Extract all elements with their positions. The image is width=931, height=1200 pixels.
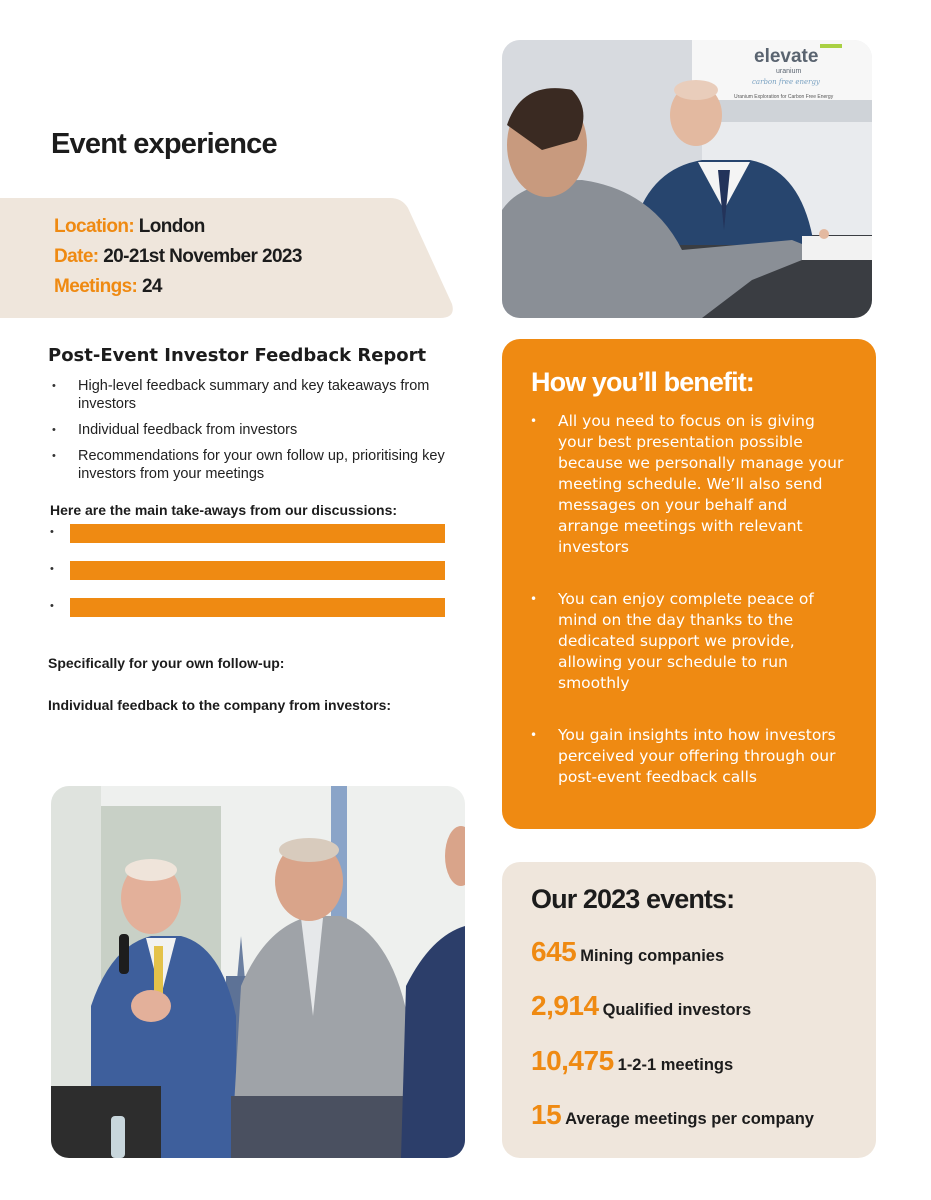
location-label: Location: bbox=[54, 216, 135, 237]
meetings-label: Meetings: bbox=[54, 276, 138, 297]
bullet: • bbox=[50, 563, 54, 575]
date-value: 20-21st November 2023 bbox=[103, 246, 302, 267]
meeting-photo bbox=[502, 40, 872, 318]
sign-script: carbon free energy bbox=[752, 78, 820, 86]
benefits-title: How you’ll benefit: bbox=[531, 367, 754, 397]
followup-heading: Specifically for your own follow-up: bbox=[48, 655, 285, 671]
page-title: Event experience bbox=[51, 128, 277, 160]
panel-photo bbox=[51, 786, 465, 1158]
stat-label: Mining companies bbox=[580, 947, 725, 965]
panel-photo-illustration bbox=[51, 786, 465, 1158]
stat-number: 10,475 bbox=[531, 1045, 614, 1076]
takeaway-item bbox=[50, 524, 450, 544]
takeaway-placeholder-bar bbox=[70, 598, 445, 617]
stat-number: 2,914 bbox=[531, 990, 599, 1021]
bullet: • bbox=[50, 526, 54, 538]
location-line bbox=[54, 212, 302, 242]
meetings-value: 24 bbox=[141, 276, 162, 297]
benefits-card bbox=[502, 339, 876, 829]
takeaway-item bbox=[50, 561, 450, 581]
list-item: • Individual feedback from investors bbox=[52, 421, 452, 439]
stat-number: 15 bbox=[531, 1099, 562, 1130]
stat-meetings bbox=[531, 1045, 733, 1077]
report-list bbox=[52, 377, 452, 491]
stat-label: 1-2-1 meetings bbox=[617, 1056, 734, 1074]
events-title: Our 2023 events: bbox=[531, 884, 735, 914]
takeaways-heading: Here are the main take-aways from our discussions: bbox=[50, 502, 398, 518]
list-item: • You gain insights into how investors perceived your offering through our post-event feedback calls bbox=[530, 725, 850, 788]
sign-brand: elevate bbox=[754, 46, 819, 67]
date-label: Date: bbox=[54, 246, 99, 267]
events-card bbox=[502, 862, 876, 1158]
sign-sub: uranium bbox=[776, 68, 802, 75]
list-item: • You can enjoy complete peace of mind on the day thanks to the dedicated support we provide, allowing your schedule to run smoothly bbox=[530, 589, 850, 694]
date-line bbox=[54, 242, 302, 272]
meeting-photo-illustration bbox=[502, 40, 872, 318]
stat-companies bbox=[531, 936, 724, 968]
event-info bbox=[54, 212, 302, 302]
list-item: • All you need to focus on is giving your best presentation possible because we personally manage your meeting schedule. We’ll also send messages on your behalf and arrange meetings with relevant investors bbox=[530, 411, 850, 558]
stat-label: Qualified investors bbox=[602, 1001, 752, 1019]
bullet: • bbox=[50, 600, 54, 612]
location-value: London bbox=[138, 216, 205, 237]
individual-feedback-heading: Individual feedback to the company from investors: bbox=[48, 697, 392, 713]
takeaway-placeholder-bar bbox=[70, 524, 445, 543]
stat-number: 645 bbox=[531, 936, 577, 967]
report-title: Post-Event Investor Feedback Report bbox=[48, 345, 427, 366]
stat-investors bbox=[531, 990, 751, 1022]
stat-average bbox=[531, 1099, 814, 1131]
stat-label: Average meetings per company bbox=[565, 1110, 814, 1128]
meetings-line bbox=[54, 272, 302, 302]
takeaway-item bbox=[50, 598, 450, 618]
list-item: • Recommendations for your own follow up, prioritising key investors from your meetings bbox=[52, 447, 452, 483]
sign-tagline: Uranium Exploration for Carbon Free Energy bbox=[734, 94, 834, 100]
takeaway-placeholder-bar bbox=[70, 561, 445, 580]
benefits-list bbox=[530, 411, 850, 819]
list-item: • High-level feedback summary and key takeaways from investors bbox=[52, 377, 452, 413]
